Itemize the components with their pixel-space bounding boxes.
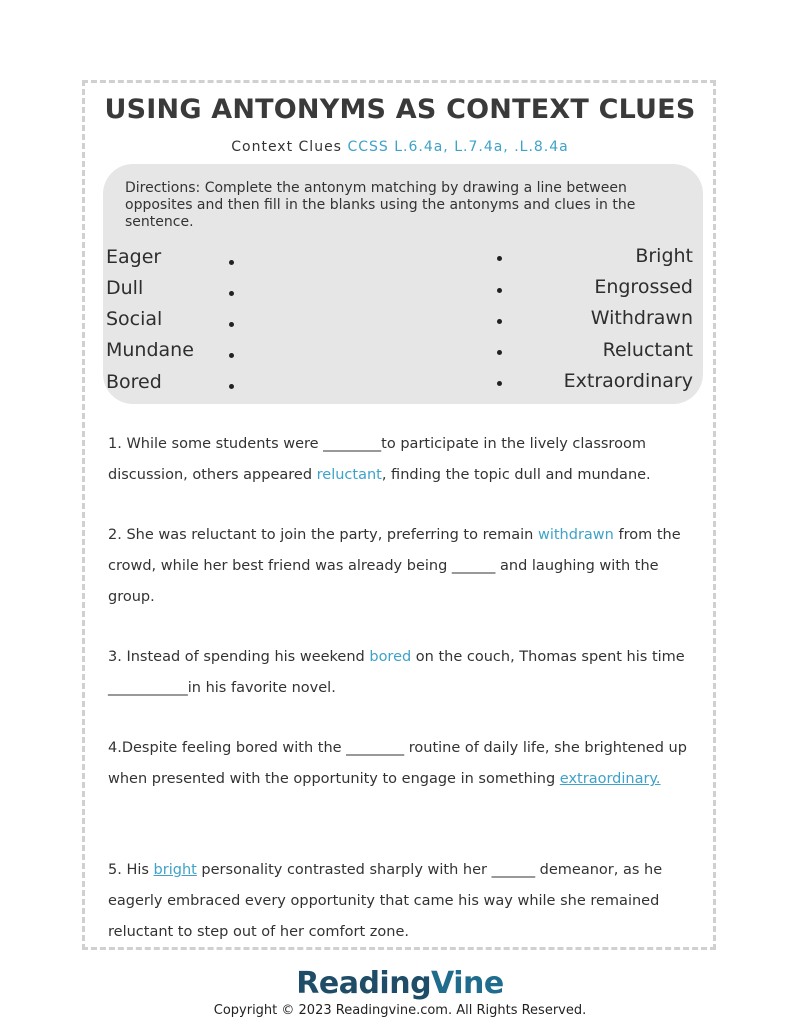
readingvine-logo[interactable]: [0, 966, 800, 1001]
left-match-dot[interactable]: [229, 353, 234, 358]
left-word: Mundane: [106, 339, 194, 361]
logo-reading: Reading: [296, 966, 432, 1001]
right-match-dot[interactable]: [497, 288, 502, 293]
left-match-dot[interactable]: [229, 384, 234, 389]
highlighted-word: bright: [153, 862, 197, 878]
question-2: [108, 520, 708, 613]
directions-text: Directions: Complete the antonym matching by drawing a line between opposites and then fill in the blanks using the antonyms and clues in the sentence.: [125, 180, 636, 230]
question-text: personality contrasted sharply with her ______ demeanor, as he eagerly embraced every opportunity that came his way while she remained reluctant to step out of her comfort zone.: [108, 862, 663, 940]
copyright-notice: Copyright © 2023 Readingvine.com. All Rights Reserved.: [213, 1003, 587, 1018]
highlighted-word: withdrawn: [537, 527, 614, 543]
left-match-dot[interactable]: [229, 291, 234, 296]
right-word: Bright: [635, 245, 693, 267]
left-word: Social: [106, 308, 163, 330]
question-text: on the couch, Thomas spent his time ___________in his favorite novel.: [108, 649, 685, 696]
right-match-dot[interactable]: [497, 381, 502, 386]
left-word: Bored: [106, 371, 162, 393]
subtitle-standards: CCSS L.6.4a, L.7.4a, .L.8.4a: [347, 139, 569, 155]
question-text: , finding the topic dull and mundane.: [381, 467, 651, 483]
question-4: [108, 733, 708, 795]
right-word: Reluctant: [602, 339, 693, 361]
subtitle-label: Context Clues: [231, 139, 348, 155]
question-text: 3. Instead of spending his weekend: [108, 649, 370, 665]
question-text: 1. While some students were ________to participate in the lively classroom discussion, others appeared: [108, 436, 646, 483]
question-text: 5. His: [108, 862, 154, 878]
highlighted-word: reluctant: [316, 467, 382, 483]
worksheet-subtitle: [0, 139, 800, 155]
question-5: [108, 855, 708, 948]
question-text: from the crowd, while her best friend was already being ______ and laughing with the group.: [108, 527, 681, 605]
highlighted-word: bored: [369, 649, 412, 665]
right-word: Extraordinary: [563, 370, 693, 392]
worksheet-title: USING ANTONYMS AS CONTEXT CLUES: [104, 94, 696, 125]
left-word: Eager: [106, 246, 162, 268]
question-text: 4.Despite feeling bored with the ________ routine of daily life, she brightened up when presented with the opportunity to engage in something: [108, 740, 687, 787]
question-text: 2. She was reluctant to join the party, preferring to remain: [108, 527, 538, 543]
right-word: Withdrawn: [590, 307, 693, 329]
right-match-dot[interactable]: [497, 319, 502, 324]
right-word: Engrossed: [594, 276, 693, 298]
highlighted-word: extraordinary.: [559, 771, 661, 787]
logo-vine: Vine: [431, 966, 504, 1001]
question-1: [108, 429, 708, 491]
left-match-dot[interactable]: [229, 322, 234, 327]
left-word: Dull: [106, 277, 144, 299]
left-match-dot[interactable]: [229, 260, 234, 265]
right-match-dot[interactable]: [497, 350, 502, 355]
right-match-dot[interactable]: [497, 256, 502, 261]
question-3: [108, 642, 708, 704]
